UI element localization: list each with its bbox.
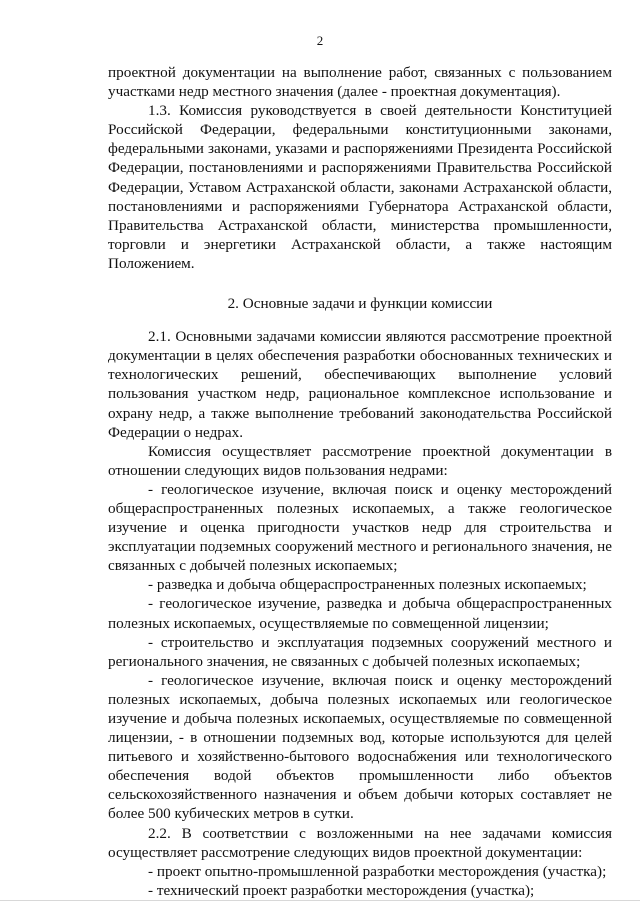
paragraph-continuation: проектной документации на выполнение работ, связанных с пользованием участками недр местного значения (далее - проектная документация). [108, 64, 612, 101]
scan-edge-divider [0, 900, 640, 901]
document-body [108, 63, 612, 900]
section-heading: 2. Основные задачи и функции комиссии [227, 295, 493, 313]
paragraph-2-1: 2.1. Основными задачами комиссии являются рассмотрение проектной документации в целях обеспечения разработки обоснованных технических и технологических решений, обеспечивающих выполнение условий пользования участком недр, рациональное комплексное использование и охрану недр, а также выполнение требований законодательства Российской Федерации о недрах. [108, 328, 612, 441]
list-item-geological-study: - геологическое изучение, включая поиск и оценку месторождений общераспространенных полезных ископаемых, а также геологическое изучение и оценка пригодности участков недр для строительства и эксплуатации подземных сооружений местного и регионального значения, не связанных с добычей полезных ископаемых; [108, 480, 612, 575]
list-item-groundwater: - геологическое изучение, включая поиск и оценку месторождений полезных ископаемых, добыча полезных ископаемых или геологическое изучение и добыча полезных ископаемых, осуществляемые по совмещенной лицензии, - в отношении подземных вод, которые используются для целей питьевого и хозяйственно-бытового водоснабжения или технологического обеспечения водой объектов промышленности либо объектов сельскохозяйственного назначения и объем добычи которых составляет не более 500 кубических метров в сутки. [108, 671, 612, 823]
paragraph-2-2: 2.2. В соответствии с возложенными на нее задачами комиссия осуществляет рассмотрение следующих видов проектной документации: [108, 824, 612, 861]
list-item-underground-structures: - строительство и эксплуатация подземных сооружений местного и регионального значения, не связанных с добычей полезных ископаемых; [108, 633, 612, 670]
list-item-combined-license: - геологическое изучение, разведка и добыча общераспространенных полезных ископаемых, осуществляемые по совмещенной лицензии; [108, 595, 612, 632]
list-item-pilot-project: - проект опытно-промышленной разработки месторождения (участка); [148, 862, 607, 880]
list-item-exploration-extraction: - разведка и добыча общераспространенных полезных ископаемых; [148, 576, 587, 594]
list-item-technical-project: - технический проект разработки месторождения (участка); [148, 881, 535, 899]
page-number: 2 [316, 33, 324, 48]
paragraph-1-3: 1.3. Комиссия руководствуется в своей деятельности Конституцией Российской Федерации, федеральными конституционными законами, федеральными законами, указами и распоряжениями Президента Российской Федерации, постановлениями и распоряжениями Правительства Российской Федерации, Уставом Астраханской области, законами Астраханской области, постановлениями и распоряжениями Губернатора Астраханской области, Правительства Астраханской области, министерства промышленности, торговли и энергетики Астраханской области, а также настоящим Положением. [108, 102, 612, 272]
paragraph-commission-review: Комиссия осуществляет рассмотрение проектной документации в отношении следующих видов пользования недрами: [108, 442, 612, 479]
